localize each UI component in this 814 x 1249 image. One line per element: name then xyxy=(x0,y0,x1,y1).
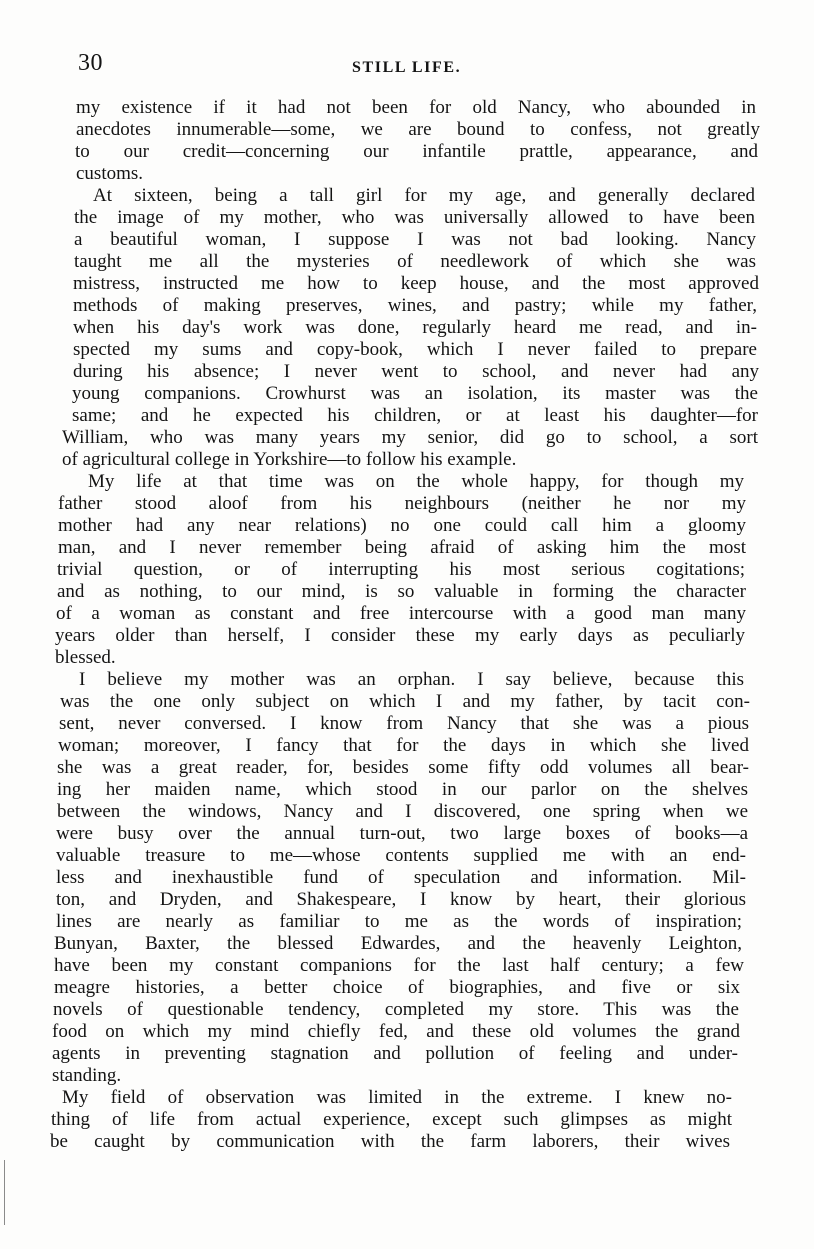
text-line: same; and he expected his children, or at least his daughter—for xyxy=(72,405,758,426)
text-line: food on which my mind chiefly fed, and these old volumes the grand xyxy=(52,1021,740,1042)
page-header xyxy=(78,50,758,86)
text-line: was the one only subject on which I and my father, by tacit con- xyxy=(60,691,750,712)
running-title: STILL LIFE. xyxy=(352,59,462,76)
text-line: have been my constant companions for the last half century; a few xyxy=(54,955,744,976)
text-line: At sixteen, being a tall girl for my age, and generally declared xyxy=(93,185,755,206)
text-line: taught me all the mysteries of needlework of which she was xyxy=(74,251,756,272)
text-line: during his absence; I never went to school, and never had any xyxy=(73,361,759,382)
text-line: mistress, instructed me how to keep house, and the most approved xyxy=(73,273,759,294)
text-line: of a woman as constant and free intercourse with a good man many xyxy=(56,603,746,624)
text-line: lines are nearly as familiar to me as the words of inspiration; xyxy=(56,911,742,932)
text-line: meagre histories, a better choice of biographies, and five or six xyxy=(54,977,740,998)
text-line: Bunyan, Baxter, the blessed Edwardes, and the heavenly Leighton, xyxy=(54,933,742,954)
text-line: spected my sums and copy-book, which I never failed to prepare xyxy=(73,339,757,360)
text-line: novels of questionable tendency, completed my store. This was the xyxy=(53,999,739,1020)
page-number: 30 xyxy=(78,50,103,76)
text-line: were busy over the annual turn-out, two large boxes of books—a xyxy=(56,823,748,844)
text-line: ton, and Dryden, and Shakespeare, I know by heart, their glorious xyxy=(56,889,746,910)
text-line: between the windows, Nancy and I discovered, one spring when we xyxy=(57,801,748,822)
text-line: blessed. xyxy=(55,647,116,668)
text-line: woman; moreover, I fancy that for the days in which she lived xyxy=(58,735,749,756)
text-line: she was a great reader, for, besides some fifty odd volumes all bear- xyxy=(57,757,749,778)
text-line: and as nothing, to our mind, is so valuable in forming the character xyxy=(57,581,746,602)
text-line: agents in preventing stagnation and pollution of feeling and under- xyxy=(52,1043,738,1064)
text-line: trivial question, or of interrupting his most serious cogitations; xyxy=(57,559,745,580)
text-line: father stood aloof from his neighbours (neither he nor my xyxy=(58,493,746,514)
text-line: I believe my mother was an orphan. I say believe, because this xyxy=(79,669,744,690)
text-line: to our credit—concerning our infantile prattle, appearance, and xyxy=(75,141,758,162)
text-line: valuable treasure to me—whose contents supplied me with an end- xyxy=(56,845,746,866)
text-line: my existence if it had not been for old Nancy, who abounded in xyxy=(76,97,756,118)
text-line: young companions. Crowhurst was an isolation, its master was the xyxy=(72,383,758,404)
text-line: William, who was many years my senior, did go to school, a sort xyxy=(62,427,758,448)
text-line: when his day's work was done, regularly heard me read, and in- xyxy=(73,317,757,338)
text-line: be caught by communication with the farm laborers, their wives xyxy=(50,1131,730,1152)
text-line: My life at that time was on the whole happy, for though my xyxy=(88,471,744,492)
text-line: sent, never conversed. I know from Nancy that she was a pious xyxy=(59,713,749,734)
text-line: years older than herself, I consider these my early days as peculiarly xyxy=(55,625,745,646)
text-line: customs. xyxy=(76,163,144,184)
text-line: standing. xyxy=(52,1065,122,1086)
text-line: anecdotes innumerable—some, we are bound to confess, not greatly xyxy=(76,119,760,140)
text-line: mother had any near relations) no one could call him a gloomy xyxy=(58,515,746,536)
text-line: methods of making preserves, wines, and pastry; while my father, xyxy=(73,295,757,316)
text-line: My field of observation was limited in the extreme. I knew no- xyxy=(62,1087,732,1108)
text-line: the image of my mother, who was universally allowed to have been xyxy=(74,207,755,228)
scan-edge-rule xyxy=(4,1160,5,1225)
text-line: a beautiful woman, I suppose I was not bad looking. Nancy xyxy=(74,229,756,250)
text-line: thing of life from actual experience, except such glimpses as might xyxy=(51,1109,732,1130)
text-line: man, and I never remember being afraid of asking him the most xyxy=(58,537,746,558)
text-line: less and inexhaustible fund of speculation and information. Mil- xyxy=(56,867,746,888)
text-line: ing her maiden name, which stood in our parlor on the shelves xyxy=(57,779,748,800)
text-line: of agricultural college in Yorkshire—to follow his example. xyxy=(62,449,517,470)
body-text xyxy=(50,97,760,1153)
